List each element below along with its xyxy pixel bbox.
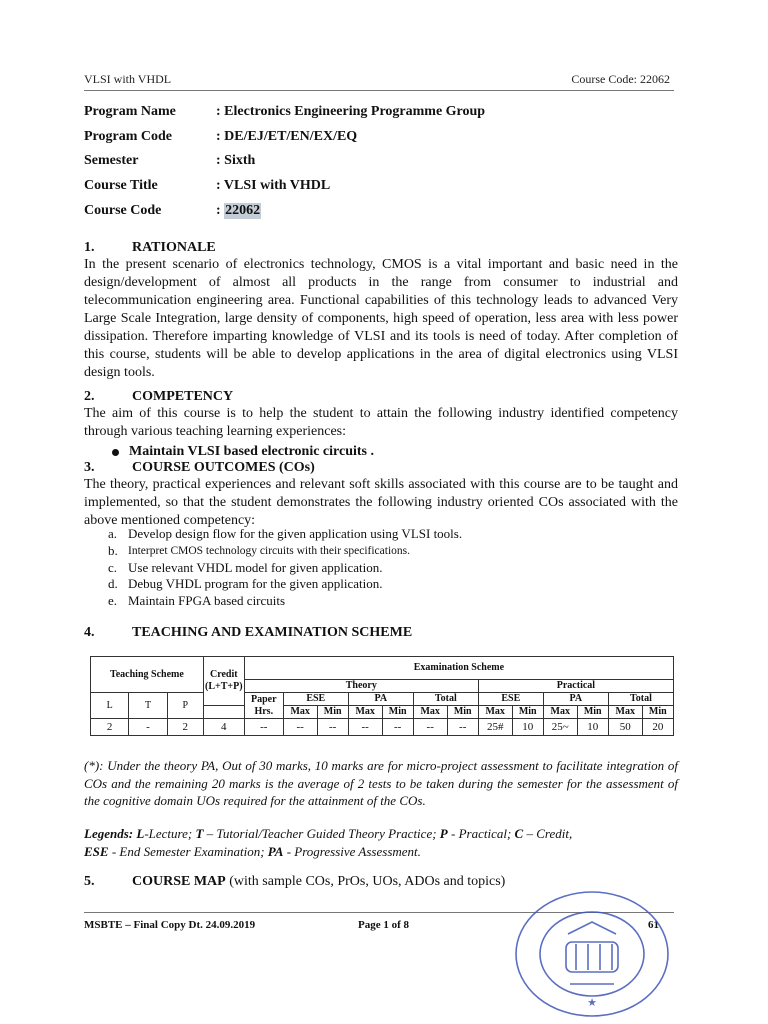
- table-header-cell: Teaching Scheme: [91, 657, 204, 693]
- teaching-examination-scheme-table: [90, 656, 674, 736]
- table-cell: 10: [577, 719, 608, 736]
- table-header-cell: Examination Scheme: [244, 657, 673, 680]
- table-header-cell: Min: [382, 706, 413, 719]
- course-info-block: [84, 100, 485, 223]
- list-marker: b.: [108, 542, 118, 558]
- table-header-cell: Min: [512, 706, 543, 719]
- list-marker: c.: [108, 559, 118, 575]
- legend-text: - Progressive Assessment.: [283, 843, 421, 859]
- section-number: 1.: [84, 240, 95, 255]
- section-number: 5.: [84, 874, 95, 889]
- header-rule: [84, 90, 674, 91]
- table-header-cell: Min: [447, 706, 478, 719]
- section-title: RATIONALE: [132, 240, 216, 255]
- info-row-program-code: [84, 125, 485, 150]
- table-header-cell: Credit (L+T+P): [203, 657, 244, 706]
- info-value: : Sixth: [216, 153, 256, 169]
- competency-bullet: [112, 444, 374, 460]
- list-marker: a.: [108, 526, 118, 541]
- legend-key: ESE: [84, 843, 109, 859]
- list-item-text: Develop design flow for the given application using VLSI tools.: [128, 526, 463, 541]
- section-number: 4.: [84, 625, 95, 640]
- table-header-cell: Min: [642, 706, 673, 719]
- legend-key: L: [136, 826, 145, 841]
- info-row-course-code: [84, 198, 485, 223]
- running-header-title: VLSI with VHDL: [84, 72, 172, 86]
- table-cell: 2: [167, 719, 203, 736]
- table-cell: 4: [203, 719, 244, 736]
- table-header-cell: L: [91, 693, 129, 719]
- table-cell: 20: [642, 719, 673, 736]
- list-item: [108, 526, 462, 543]
- table-header-cell: P: [167, 693, 203, 719]
- table-cell: 25#: [478, 719, 512, 736]
- legend-text: – Tutorial/Teacher Guided Theory Practice;: [203, 826, 440, 841]
- legends-line: [84, 825, 678, 860]
- legend-text: -Lecture;: [144, 826, 196, 841]
- table-cell: 50: [608, 719, 642, 736]
- section-heading-teaching-scheme: [84, 625, 412, 641]
- table-cell: --: [447, 719, 478, 736]
- table-header-cell: Min: [577, 706, 608, 719]
- table-header-cell: Practical: [478, 680, 673, 693]
- table-header-cell: Max: [478, 706, 512, 719]
- legend-text: - End Semester Examination;: [108, 843, 268, 859]
- table-header-cell: Min: [317, 706, 348, 719]
- info-value-prefix: :: [216, 202, 225, 218]
- info-value-highlighted: 22062: [225, 202, 261, 218]
- table-cell: --: [317, 719, 348, 736]
- table-cell: 2: [91, 719, 129, 736]
- table-header-cell: Total: [608, 693, 673, 706]
- info-row-course-title: [84, 174, 485, 199]
- legend-key: C: [514, 826, 524, 841]
- list-item-text: Interpret CMOS technology circuits with their specifications.: [128, 544, 411, 557]
- info-value: : VLSI with VHDL: [216, 178, 331, 194]
- section-number: 2.: [84, 389, 95, 404]
- info-key: Program Code: [84, 128, 172, 144]
- table-header-cell: T: [129, 693, 167, 719]
- table-header-cell: PA: [348, 693, 413, 706]
- table-cell: --: [283, 719, 317, 736]
- board-seal-stamp: [508, 888, 676, 1018]
- list-marker: e.: [108, 593, 118, 609]
- info-key: Program Name: [84, 104, 176, 120]
- running-header-course-code: Course Code: 22062: [571, 72, 670, 86]
- rationale-paragraph: In the present scenario of electronics technology, CMOS is a vital important and basic need in the design/development of almost all products in the range from consumer to industrial and telecommunication engineering area. Functional capabilities of this technology leads to advanced Very Large Scale Integration, large density of components, high speed of operation, less area with less power dissipation. Therefore imparting knowledge of VLSI and its tools is need of today. After completion of this course, students will be able to develop applications in the area of digital electronics using VLSI design tools.: [84, 257, 678, 380]
- table-header-cell: Paper Hrs.: [244, 693, 283, 719]
- list-item: [108, 593, 462, 610]
- table-cell: 10: [512, 719, 543, 736]
- competency-bullet-text: Maintain VLSI based electronic circuits .: [129, 444, 374, 459]
- table-cell: --: [244, 719, 283, 736]
- footer-right: 61: [648, 919, 659, 931]
- legend-key: T: [195, 826, 204, 841]
- bullet-icon: [112, 449, 119, 456]
- table-header-cell: [203, 706, 244, 719]
- section-title: COURSE OUTCOMES (COs): [132, 460, 315, 475]
- table-cell: 25~: [543, 719, 577, 736]
- section-title-rest: (with sample COs, PrOs, UOs, ADOs and topics): [225, 874, 506, 889]
- legend-text: – Credit,: [523, 826, 573, 841]
- course-outcomes-list: [108, 526, 462, 610]
- legend-key: P: [439, 826, 448, 841]
- legend-text: - Practical;: [447, 826, 515, 841]
- table-header-cell: Max: [608, 706, 642, 719]
- co-intro-paragraph: The theory, practical experiences and relevant soft skills associated with this course are to be taught and implemented, so that the student demonstrates the following industry oriented COs associated with the above mentioned competency:: [84, 477, 678, 528]
- competency-paragraph: The aim of this course is to help the student to attain the following industry identified competency through various teaching learning experiences:: [84, 406, 678, 439]
- footer-left: MSBTE – Final Copy Dt. 24.09.2019: [84, 919, 256, 931]
- table-cell: --: [348, 719, 382, 736]
- list-item: [108, 560, 462, 577]
- table-row: [91, 719, 674, 736]
- section-number: 3.: [84, 460, 95, 475]
- info-key: Semester: [84, 153, 139, 169]
- list-item-text: Debug VHDL program for the given application.: [128, 576, 383, 592]
- info-value: : Electronics Engineering Programme Group: [216, 104, 486, 120]
- list-marker: d.: [108, 576, 118, 592]
- svg-text:★: ★: [587, 996, 597, 1009]
- info-key: Course Code: [84, 202, 162, 218]
- list-item: [108, 576, 462, 593]
- table-cell: --: [382, 719, 413, 736]
- list-item-text: Use relevant VHDL model for given application.: [128, 559, 383, 575]
- info-row-program-name: [84, 100, 485, 125]
- section-title: COMPETENCY: [132, 389, 234, 404]
- section-title: TEACHING AND EXAMINATION SCHEME: [132, 625, 413, 640]
- theory-pa-note: (*): Under the theory PA, Out of 30 marks, 10 marks are for micro-project assessment to facilitate integration of COs and the remaining 20 marks is the average of 2 tests to be taken during the semester for the assessment of the cognitive domain UOs required for the attainment of the COs.: [84, 758, 678, 808]
- info-value: : DE/EJ/ET/EN/EX/EQ: [216, 128, 358, 144]
- table-cell: --: [413, 719, 447, 736]
- table-cell: -: [129, 719, 167, 736]
- table-header-cell: Theory: [244, 680, 478, 693]
- table-header-cell: PA: [543, 693, 608, 706]
- legends-label: Legends:: [84, 826, 134, 841]
- table-row: [91, 657, 674, 680]
- info-row-semester: [84, 149, 485, 174]
- table-header-cell: Max: [413, 706, 447, 719]
- section-heading-rationale: [84, 240, 216, 256]
- list-item-text: Maintain FPGA based circuits: [128, 593, 286, 609]
- legend-key: PA: [267, 843, 284, 859]
- table-header-cell: Max: [348, 706, 382, 719]
- footer-page-number: Page 1 of 8: [358, 919, 410, 931]
- table-header-cell: Max: [283, 706, 317, 719]
- table-header-cell: ESE: [283, 693, 348, 706]
- list-item: [108, 543, 462, 560]
- section-heading-course-map: [84, 874, 505, 890]
- table-header-cell: Max: [543, 706, 577, 719]
- table-header-cell: Total: [413, 693, 478, 706]
- info-key: Course Title: [84, 178, 158, 194]
- section-heading-competency: [84, 389, 233, 405]
- section-title: COURSE MAP: [132, 874, 226, 889]
- table-row: [91, 693, 674, 706]
- section-heading-course-outcomes: [84, 460, 315, 476]
- table-header-cell: ESE: [478, 693, 543, 706]
